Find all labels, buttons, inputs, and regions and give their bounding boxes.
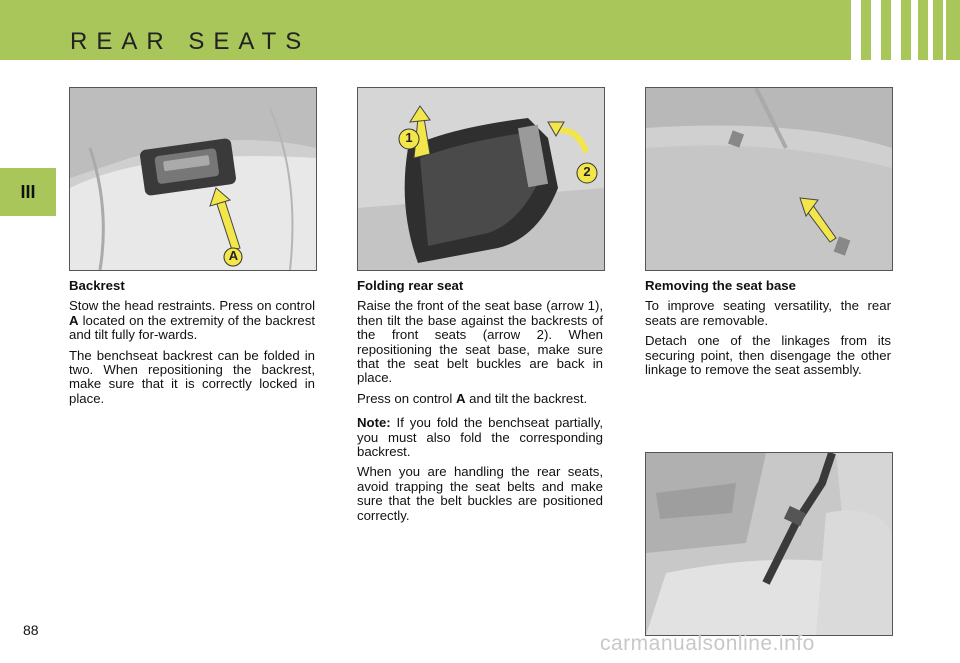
folding-seat-illustration: [358, 88, 604, 270]
control-label: A: [69, 312, 79, 328]
note-paragraph: [357, 416, 603, 459]
note-label: Note:: [357, 415, 391, 431]
stripe: [943, 0, 946, 60]
control-label: A: [455, 390, 466, 406]
text: located on the extremity of the backrest and tilt fully for-wards.: [69, 312, 315, 343]
backrest-illustration: [70, 88, 316, 270]
photo-backrest-control: [69, 87, 317, 271]
stripe: [871, 0, 881, 60]
text: Stow the head restraints. Press on control: [69, 298, 315, 314]
column-folding-seat: [357, 279, 603, 529]
heading-removing-seat: Removing the seat base: [645, 278, 796, 293]
page-title: REAR SEATS: [70, 28, 311, 55]
chapter-tab[interactable]: III: [0, 168, 56, 216]
paragraph: [69, 299, 315, 342]
paragraph: [357, 392, 603, 406]
stripe: [851, 0, 861, 60]
photo-folding-seat: [357, 87, 605, 271]
paragraph: Raise the front of the seat base (arrow 1), then tilt the base against the backrests of the front seats (arrow 2). When repositioning the seat base, make sure that the seat belt buckles are back in place.: [357, 298, 603, 386]
page-number: 88: [23, 622, 39, 638]
stripe: [928, 0, 933, 60]
text: Press on control: [357, 390, 456, 406]
text: If you fold the benchseat partially, you must also fold the corresponding backrest.: [357, 415, 603, 460]
paragraph: The benchseat backrest can be folded in two. When repositioning the backrest, make sure that it is correctly locked in place.: [69, 347, 315, 406]
paragraph: When you are handling the rear seats, avoid trapping the seat belts and make sure that the belt buckles are positioned correctly.: [357, 464, 603, 523]
column-backrest: [69, 279, 315, 412]
text: and tilt the backrest.: [465, 390, 588, 406]
heading-backrest: Backrest: [69, 278, 125, 293]
seat-belts-illustration: [646, 453, 892, 635]
label-a: A: [228, 248, 239, 263]
label-2: 2: [583, 164, 591, 179]
column-removing-seat: [645, 279, 891, 383]
header-stripes: [851, 0, 946, 60]
photo-seat-linkage: [645, 87, 893, 271]
watermark: carmanualsonline.info: [600, 632, 815, 655]
paragraph: To improve seating versatility, the rear seats are removable.: [645, 298, 891, 328]
photo-seat-belts: [645, 452, 893, 636]
page-header: [0, 0, 960, 60]
stripe: [911, 0, 918, 60]
seat-linkage-illustration: [646, 88, 892, 270]
label-1: 1: [405, 130, 413, 145]
heading-folding-seat: Folding rear seat: [357, 278, 464, 293]
stripe: [891, 0, 901, 60]
paragraph: Detach one of the linkages from its securing point, then disengage the other linkage to remove the seat assembly.: [645, 333, 891, 378]
